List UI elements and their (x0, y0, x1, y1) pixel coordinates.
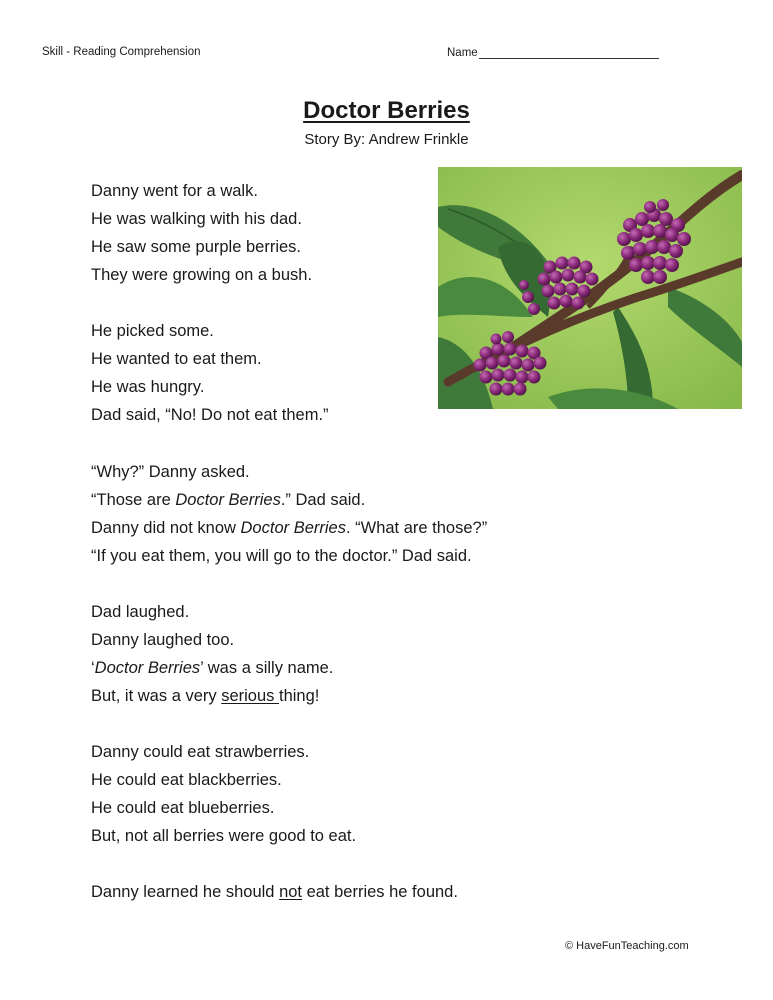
story-line: They were growing on a bush. (91, 266, 313, 284)
purple-berries-illustration (438, 167, 742, 409)
story-line: Danny laughed too. (91, 630, 235, 649)
story-line: Dad laughed. (91, 602, 190, 621)
name-line[interactable] (479, 46, 659, 59)
story-line: He was hungry. (91, 378, 205, 397)
story-line: He wanted to eat them. (91, 350, 262, 369)
name-field[interactable] (447, 46, 659, 59)
skill-label: Skill - Reading Comprehension (42, 46, 201, 58)
story-line: He was walking with his dad. (91, 210, 302, 228)
story-title: Doctor Berries (303, 97, 470, 124)
paragraph (91, 598, 551, 710)
story-byline: Story By: Andrew Frinkle (304, 131, 469, 148)
paragraph (91, 738, 551, 850)
story-line: He could eat blackberries. (91, 771, 282, 790)
story-line: Danny did not know Doctor Berries. “What are those?” (91, 518, 488, 537)
copyright-footer: © HaveFunTeaching.com (565, 940, 689, 952)
story-line: He could eat blueberries. (91, 799, 275, 818)
name-label: Name (447, 47, 478, 59)
paragraph (91, 878, 551, 906)
story-line: “Those are Doctor Berries.” Dad said. (91, 490, 366, 509)
story-line: “If you eat them, you will go to the doctor.” Dad said. (91, 546, 472, 565)
story-line: Danny could eat strawberries. (91, 743, 310, 762)
story-line: ‘Doctor Berries’ was a silly name. (91, 658, 334, 677)
story-line: Dad said, “No! Do not eat them.” (91, 406, 329, 425)
story-line: But, it was a very serious thing! (91, 686, 320, 705)
story-line: “Why?” Danny asked. (91, 462, 250, 481)
story-line: He picked some. (91, 322, 214, 341)
story-line: Danny learned he should not eat berries he found. (91, 883, 458, 902)
story-line: Danny went for a walk. (91, 182, 258, 200)
story-line: But, not all berries were good to eat. (91, 827, 357, 846)
story-line: He saw some purple berries. (91, 238, 302, 256)
paragraph (91, 458, 551, 570)
